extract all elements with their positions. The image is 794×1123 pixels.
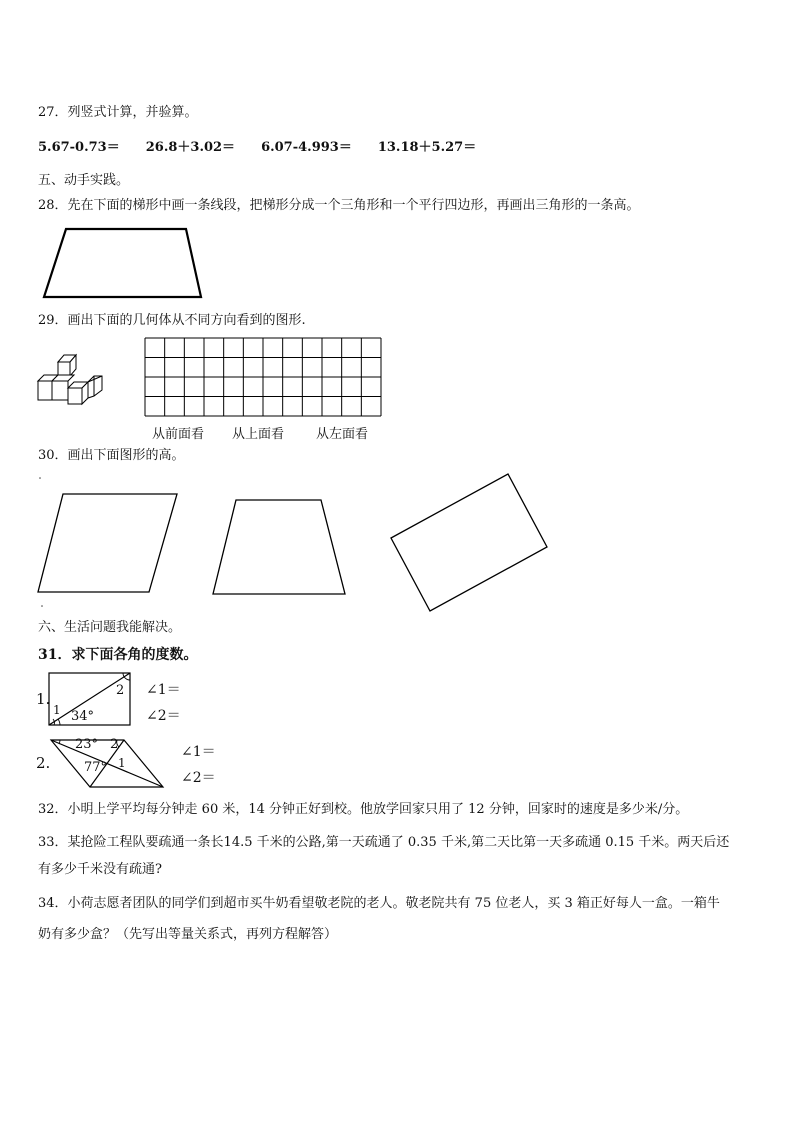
q31-title: 31．求下面各角的度数。: [38, 647, 198, 663]
calc-item-3: 6.07-4.993＝: [261, 140, 352, 155]
q28-title: 28．先在下面的梯形中画一条线段，把梯形分成一个三角形和一个平行四边形，再画出三角形的一条高。: [38, 198, 640, 213]
fig2-angle-77: 77°: [84, 760, 108, 775]
view-label-top: 从上面看: [232, 427, 285, 442]
fig2-answer-1: ∠1＝: [181, 744, 216, 760]
q29-title: 29．画出下面的几何体从不同方向看到的图形.: [38, 313, 306, 328]
fig1-answer-2: ∠2＝: [146, 708, 181, 724]
q32-text: 32．小明上学平均每分钟走 60 米，14 分钟正好到校。他放学回家只用了 12 分钟，回家时的速度是多少米/分。: [38, 802, 689, 817]
calc-item-4: 13.18＋5.27＝: [377, 140, 477, 155]
q33-line2: 有多少千米没有疏通?: [38, 862, 162, 877]
q33-line1: 33．某抢险工程队要疏通一条长14.5 千米的公路,第一天疏通了 0.35 千米,第二天比第一天多疏通 0.15 千米。两天后还: [38, 835, 730, 850]
fig2-label: 2.: [36, 754, 51, 772]
view-label-left: 从左面看: [316, 427, 369, 442]
q34-line1: 34．小荷志愿者团队的同学们到超市买牛奶看望敬老院的老人。敬老院共有 75 位老人，买 3 箱正好每人一盒。一箱牛: [38, 896, 720, 911]
q30-title: 30．画出下面图形的高。: [38, 448, 185, 463]
q27-title: 27．列竖式计算，并验算。: [38, 105, 198, 120]
calc-item-1: 5.67-0.73＝: [38, 140, 120, 155]
fig2-angle-23: 23°: [75, 737, 99, 752]
q34-line2: 奶有多少盒？（先写出等量关系式，再列方程解答）: [38, 927, 338, 942]
section6-title: 六、生活问题我能解决。: [38, 620, 182, 635]
fig1-mark-1: 1: [53, 703, 61, 717]
fig1-angle-34: 34°: [71, 709, 95, 724]
fig2-answer-2: ∠2＝: [181, 770, 216, 786]
fig1-answer-1: ∠1＝: [146, 682, 181, 698]
calc-item-2: 26.8＋3.02＝: [145, 140, 236, 155]
section5-title: 五、动手实践。: [38, 173, 130, 188]
fig2-mark-1: 1: [118, 756, 126, 770]
view-label-front: 从前面看: [152, 427, 205, 442]
fig2-mark-2: 2: [110, 737, 119, 752]
fig1-mark-2: 2: [116, 683, 125, 698]
fig1-label: 1.: [36, 690, 51, 708]
